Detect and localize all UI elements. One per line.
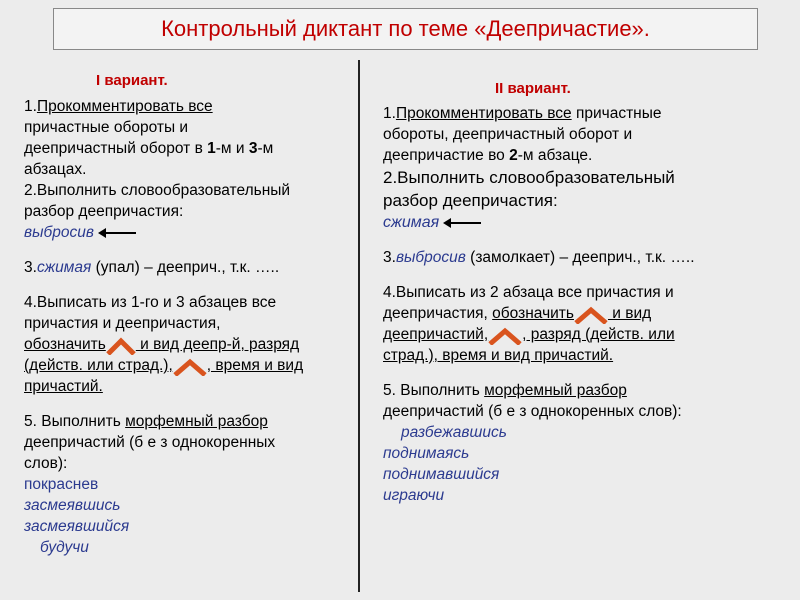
task-text: обозначить xyxy=(492,305,574,322)
example-word: поднимаясь xyxy=(383,445,470,462)
task-text: страд.), время и вид причастий. xyxy=(383,347,614,364)
task-text: , время и вид xyxy=(206,357,304,374)
task-text: 2 xyxy=(509,147,518,164)
example-word: поднимавшийся xyxy=(383,466,500,483)
suffix-mark-icon xyxy=(488,327,522,345)
task-text: морфемный разбор xyxy=(125,413,268,430)
column-divider xyxy=(358,60,360,592)
task-text: разбор деепричастия: xyxy=(24,203,184,220)
task-text: 2.Выполнить словообразовательный xyxy=(24,182,291,199)
task-text: -м абзаце. xyxy=(517,147,593,164)
task-text: деепричастия, xyxy=(383,305,493,322)
example-word: выбросив xyxy=(24,224,94,241)
example-word: выбросив xyxy=(395,249,466,266)
variant-2-heading: II вариант. xyxy=(495,80,571,97)
example-word: сжимая xyxy=(383,214,440,231)
task-text: деепричастие во xyxy=(383,147,510,164)
example-word: засмеявшийся xyxy=(24,518,130,535)
example-word: будучи xyxy=(40,539,89,556)
task-text: , разряд (действ. или xyxy=(522,326,675,343)
example-word: покраснев xyxy=(24,476,99,493)
example-word: играючи xyxy=(383,487,445,504)
task-text: деепричастий (б е з однокоренных xyxy=(24,434,276,451)
suffix-mark-icon xyxy=(106,337,136,355)
task-text: морфемный разбор xyxy=(484,382,627,399)
task-number: 3. xyxy=(383,249,396,266)
task-text: абзацах. xyxy=(24,161,87,178)
task-text: (упал) – дееприч., т.к. ….. xyxy=(91,259,280,276)
task-text: обозначить xyxy=(24,336,106,353)
task-text: -м и xyxy=(215,140,245,157)
example-word: засмеявшись xyxy=(24,497,121,514)
task-text: 5. Выполнить xyxy=(24,413,126,430)
suffix-mark-icon xyxy=(173,358,207,376)
task-text: деепричастий (б е з однокоренных слов): xyxy=(383,403,682,420)
example-word: разбежавшись xyxy=(401,424,507,441)
task-text: 4.Выписать из 1-го и 3 абзацев все xyxy=(24,294,277,311)
left-arrow-icon xyxy=(445,222,481,224)
title-box xyxy=(53,8,758,50)
task-text: (замолкает) – дееприч., т.к. ….. xyxy=(465,249,695,266)
task-text: -м xyxy=(257,140,274,157)
task-text: 3 xyxy=(248,140,258,157)
page-title: Контрольный диктант по теме «Деепричастие». xyxy=(161,16,650,41)
left-arrow-icon xyxy=(100,232,136,234)
suffix-mark-icon xyxy=(574,306,608,324)
task-text: Прокомментировать все xyxy=(395,105,572,122)
task-text: слов): xyxy=(24,455,68,472)
task-text: 2.Выполнить словообразовательный xyxy=(383,168,675,187)
task-number: 1. xyxy=(383,105,396,122)
task-text: (действ. или страд.), xyxy=(24,357,173,374)
task-text: 5. Выполнить xyxy=(383,382,485,399)
variant-2-column xyxy=(383,78,793,506)
task-number: 1. xyxy=(24,98,37,115)
example-word: сжимая xyxy=(36,259,92,276)
task-text: деепричастий, xyxy=(383,326,489,343)
task-text: разбор деепричастия: xyxy=(383,191,558,210)
task-text: причастий. xyxy=(24,378,103,395)
task-text: и вид деепр-й, разряд xyxy=(135,336,300,353)
variant-1-heading: I вариант. xyxy=(96,72,168,89)
task-text: Прокомментировать все xyxy=(36,98,213,115)
task-text: 1 xyxy=(207,140,216,157)
task-text: причастные обороты и xyxy=(24,119,189,136)
task-text: и вид xyxy=(607,305,652,322)
variant-1-column xyxy=(24,70,349,558)
task-text: 4.Выписать из 2 абзаца все причастия и xyxy=(383,284,674,301)
task-text: деепричастный оборот в xyxy=(24,140,203,157)
task-text: причастные xyxy=(571,105,662,122)
task-number: 3. xyxy=(24,259,37,276)
task-text: причастия и деепричастия, xyxy=(24,315,221,332)
task-text: обороты, деепричастный оборот и xyxy=(383,126,633,143)
